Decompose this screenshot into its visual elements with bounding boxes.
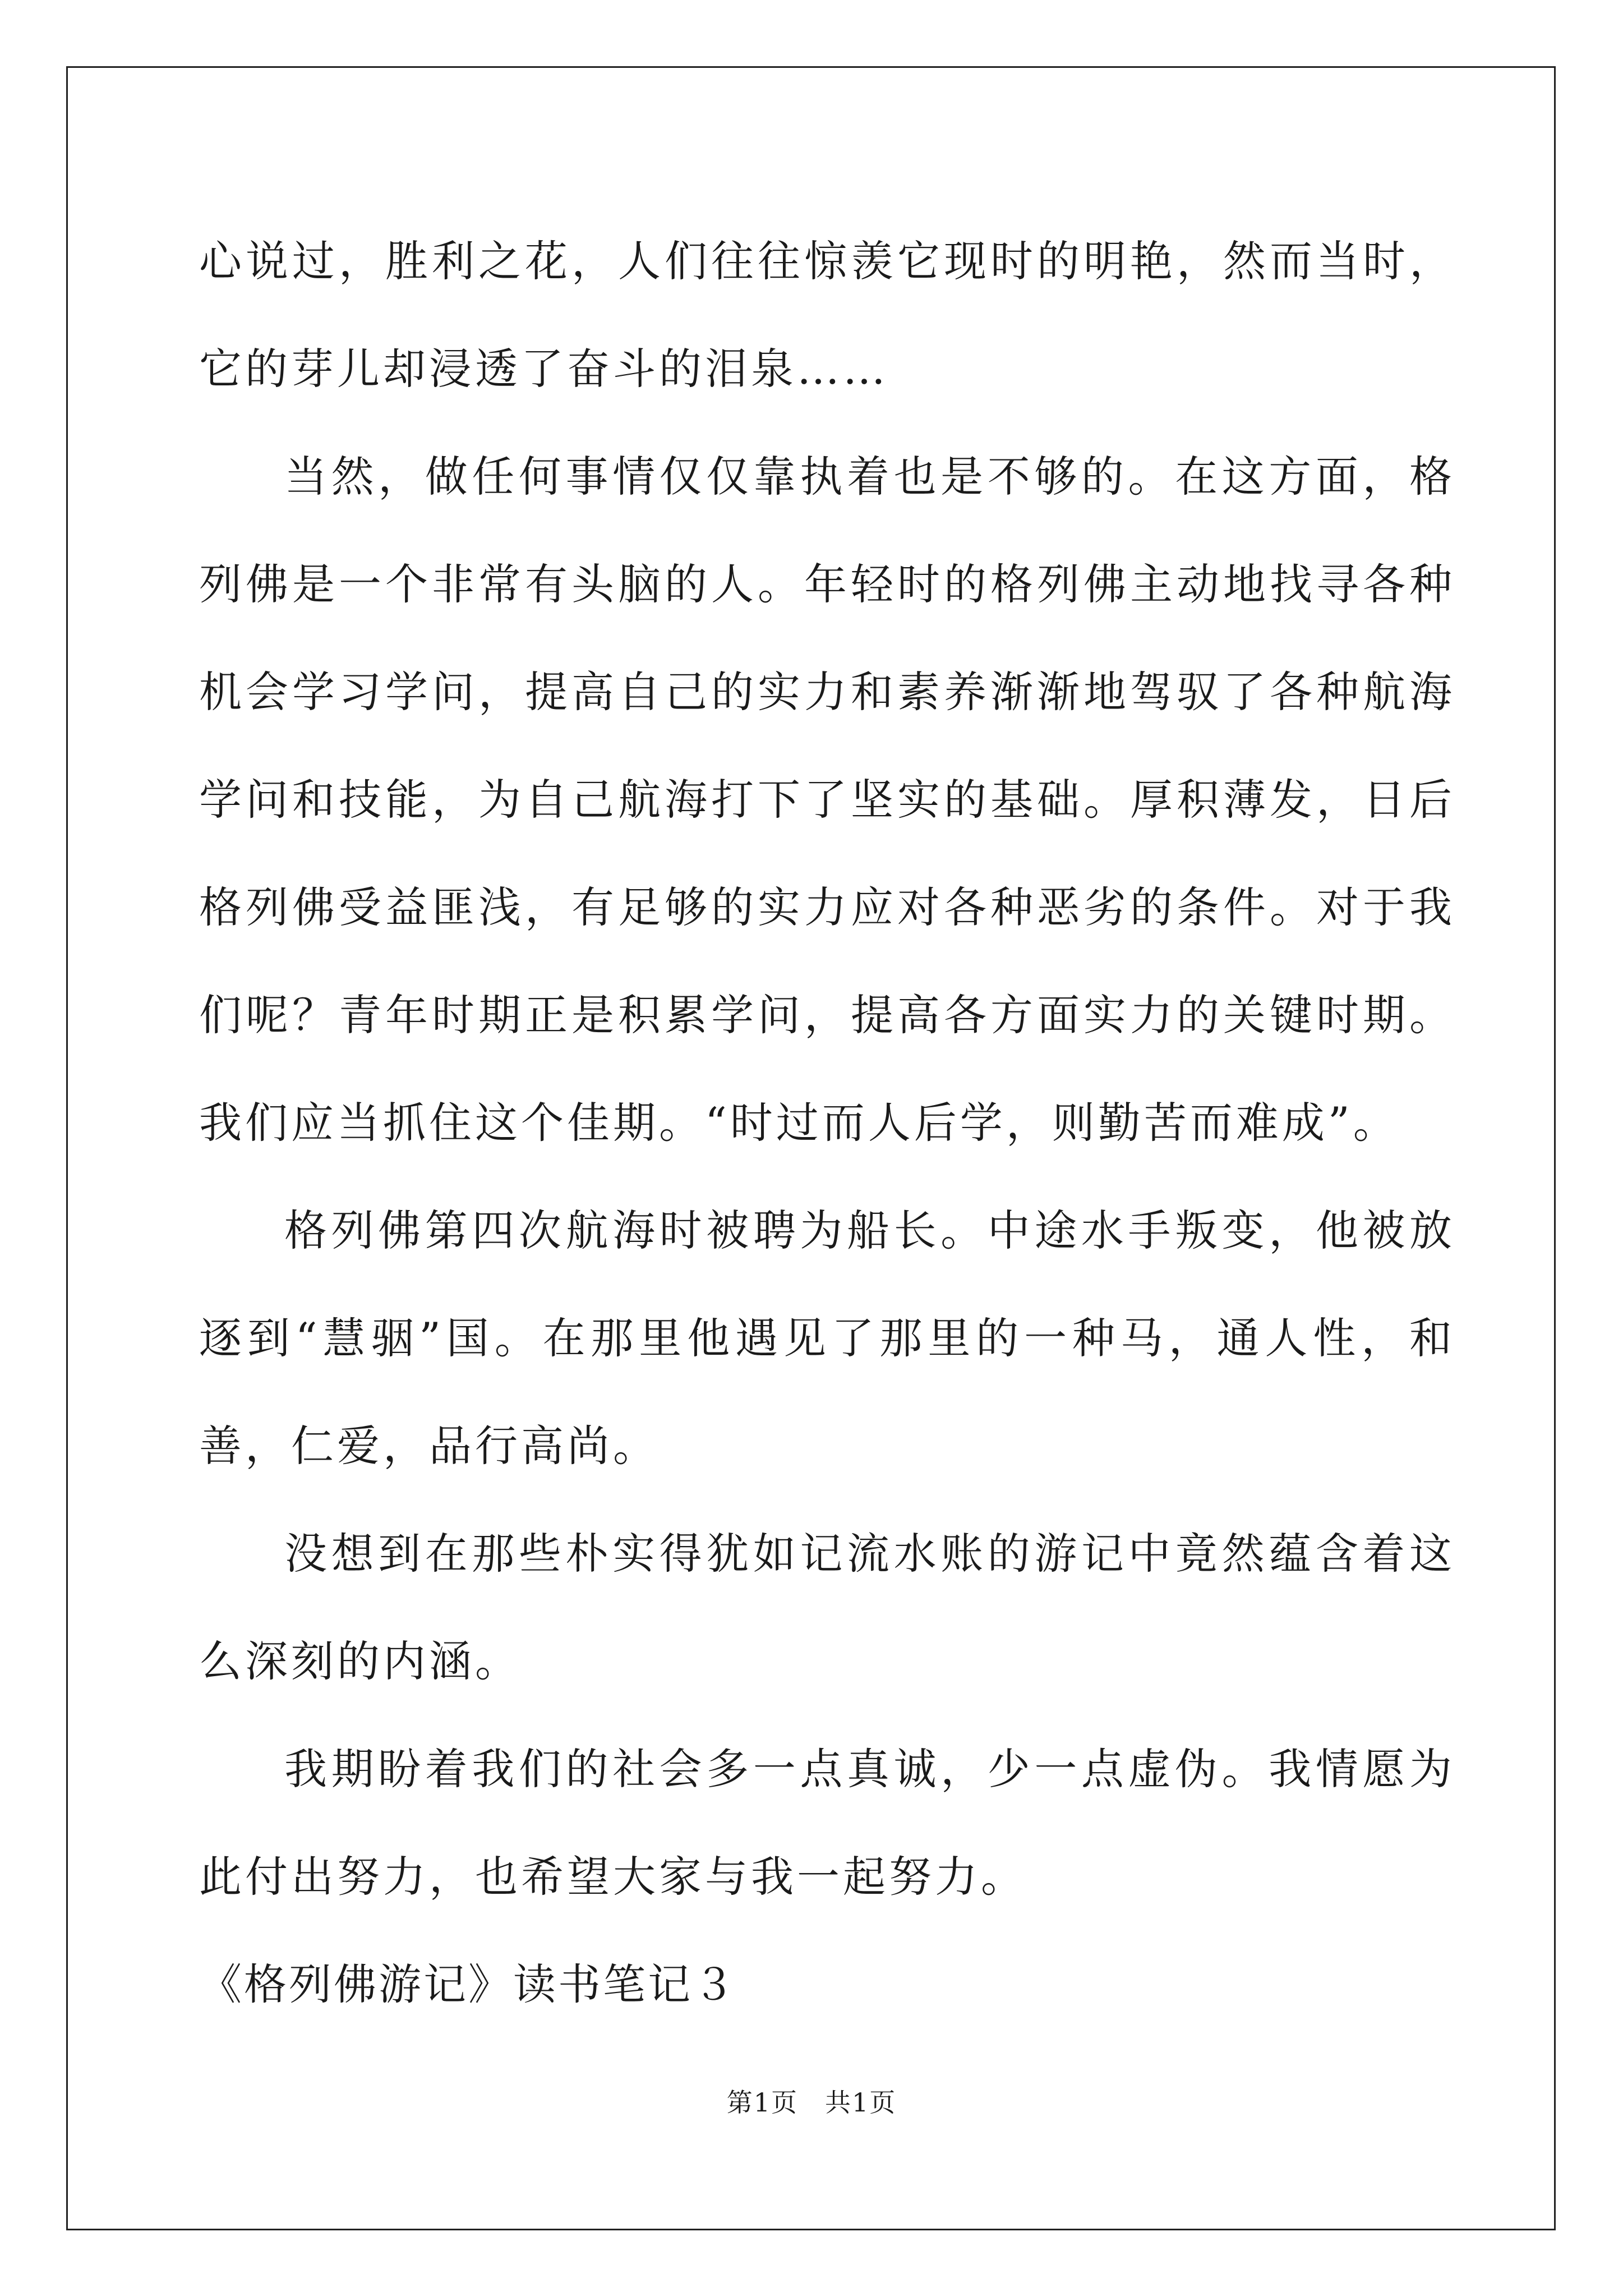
paragraph-hope: 我期盼着我们的社会多一点真诚，少一点虚伪。我情愿为此付出努力，也希望大家与我一起努力。 (199, 1744, 1455, 1902)
document-body (199, 208, 1455, 2039)
paragraph-continuation: 心说过，胜利之花，人们往往惊羡它现时的明艳，然而当时，它的芽儿却浸透了奋斗的泪泉…… (199, 236, 1455, 394)
page-number: 第1页 (726, 2087, 798, 2118)
paragraph-meaning: 没想到在那些朴实得犹如记流水账的游记中竟然蕴含着这么深刻的内涵。 (199, 1529, 1455, 1686)
page-total: 共1页 (825, 2087, 897, 2118)
page-footer (0, 2082, 1623, 2119)
section-heading: 《格列佛游记》读书笔记３ (199, 1959, 737, 2009)
paragraph-persistence: 当然，做任何事情仅仅靠执着也是不够的。在这方面，格列佛是一个非常有头脑的人。年轻时的格列佛主动地找寻各种机会学习学问，提高自己的实力和素养渐渐地驾驭了各种航海学问和技能，为自己航海打下了坚实的基础。厚积薄发，日后格列佛受益匪浅，有足够的实力应对各种恶劣的条件。对于我们呢？青年时期正是积累学问，提高各方面实力的关键时期。我们应当抓住这个佳期。“时过而人后学，则勤苦而难成”。 (199, 452, 1455, 1148)
paragraph-fourth-voyage: 格列佛第四次航海时被聘为船长。中途水手叛变，他被放逐到“慧骃”国。在那里他遇见了那里的一种马，通人性，和善，仁爱，品行高尚。 (199, 1205, 1455, 1471)
